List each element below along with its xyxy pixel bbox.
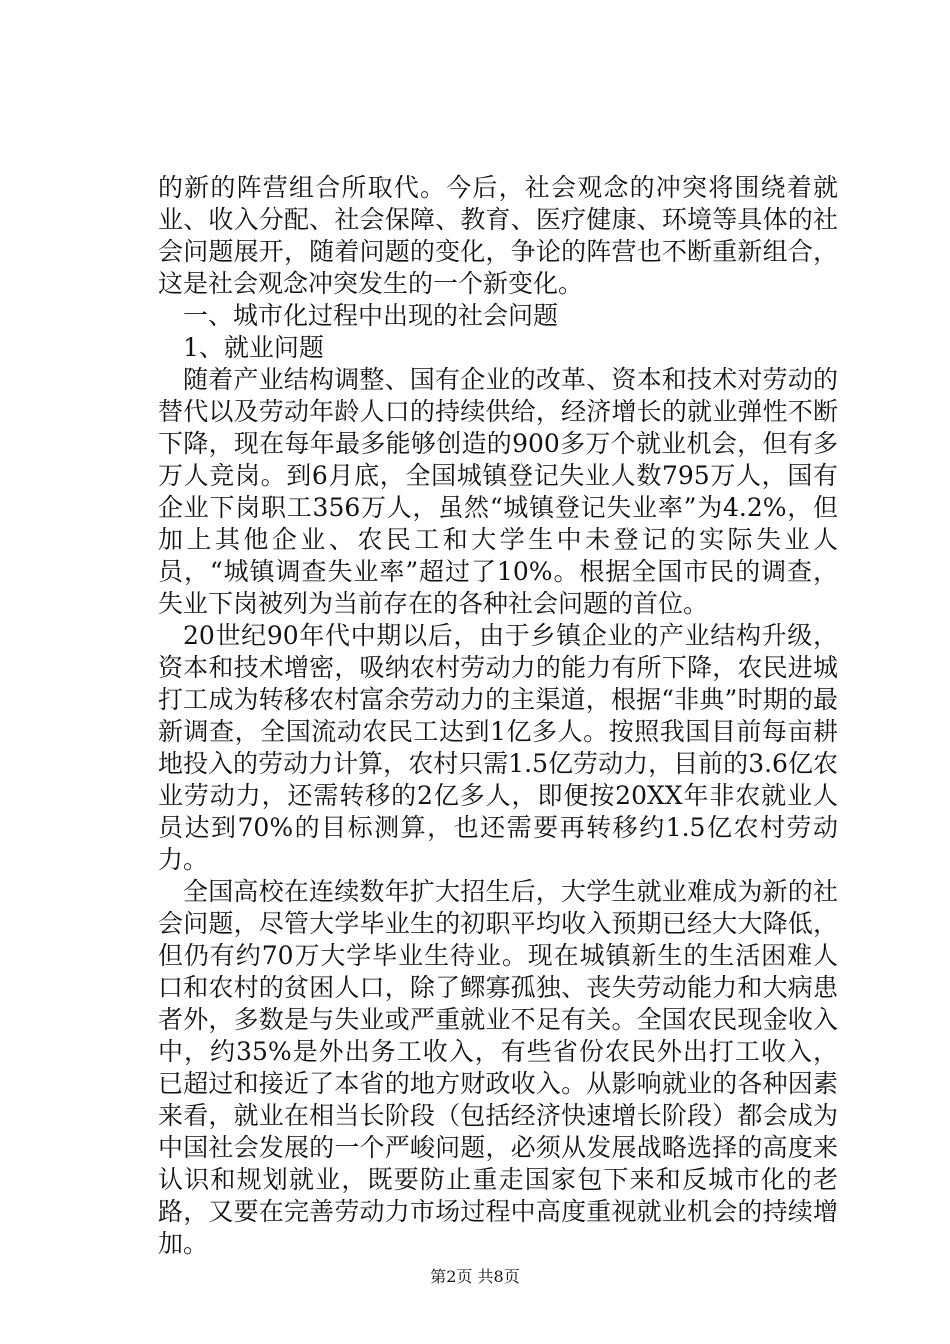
document-body <box>158 172 838 1260</box>
page-number-footer: 第2页 共8页 <box>430 1267 520 1286</box>
paragraph-continuation: 的新的阵营组合所取代。今后，社会观念的冲突将围绕着就业、收入分配、社会保障、教育、医疗健康、环境等具体的社会问题展开，随着问题的变化，争论的阵营也不断重新组合，这是社会观念冲突发生的一个新变化。 <box>158 173 838 298</box>
paragraph-rural-labor: 20世纪90年代中期以后，由于乡镇企业的产业结构升级，资本和技术增密，吸纳农村劳动力的能力有所下降，农民进城打工成为转移农村富余劳动力的主渠道，根据“非典”时期的最新调查，全国流动农民工达到1亿多人。按照我国目前每亩耕地投入的劳动力计算，农村只需1.5亿劳动力，目前的3.6亿农业劳动力，还需转移的2亿多人，即便按20XX年非农就业人员达到70%的目标测算，也还需要再转移约1.5亿农村劳动力。 <box>158 621 838 874</box>
paragraph-graduates: 全国高校在连续数年扩大招生后，大学生就业难成为新的社会问题，尽管大学毕业生的初职平均收入预期已经大大降低，但仍有约70万大学毕业生待业。现在城镇新生的生活困难人口和农村的贫困人口，除了鳏寡孤独、丧失劳动能力和大病患者外，多数是与失业或严重就业不足有关。全国农民现金收入中，约35%是外出务工收入，有些省份农民外出打工收入，已超过和接近了本省的地方财政收入。从影响就业的各种因素来看，就业在相当长阶段（包括经济快速增长阶段）都会成为中国社会发展的一个严峻问题，必须从发展战略选择的高度来认识和规划就业，既要防止重走国家包下来和反城市化的老路，又要在完善劳动力市场过程中高度重视就业机会的持续增加。 <box>158 877 838 1258</box>
paragraph-employment: 随着产业结构调整、国有企业的改革、资本和技术对劳动的替代以及劳动年龄人口的持续供给，经济增长的就业弹性不断下降，现在每年最多能够创造的900多万个就业机会，但有多万人竞岗。到6月底，全国城镇登记失业人数795万人，国有企业下岗职工356万人，虽然“城镇登记失业率”为4.2%，但加上其他企业、农民工和大学生中未登记的实际失业人员，“城镇调查失业率”超过了10%。根据全国市民的调查，失业下岗被列为当前存在的各种社会问题的首位。 <box>158 365 838 618</box>
section-heading: 一、城市化过程中出现的社会问题 <box>183 301 559 330</box>
subsection-heading: 1、就业问题 <box>183 333 324 362</box>
